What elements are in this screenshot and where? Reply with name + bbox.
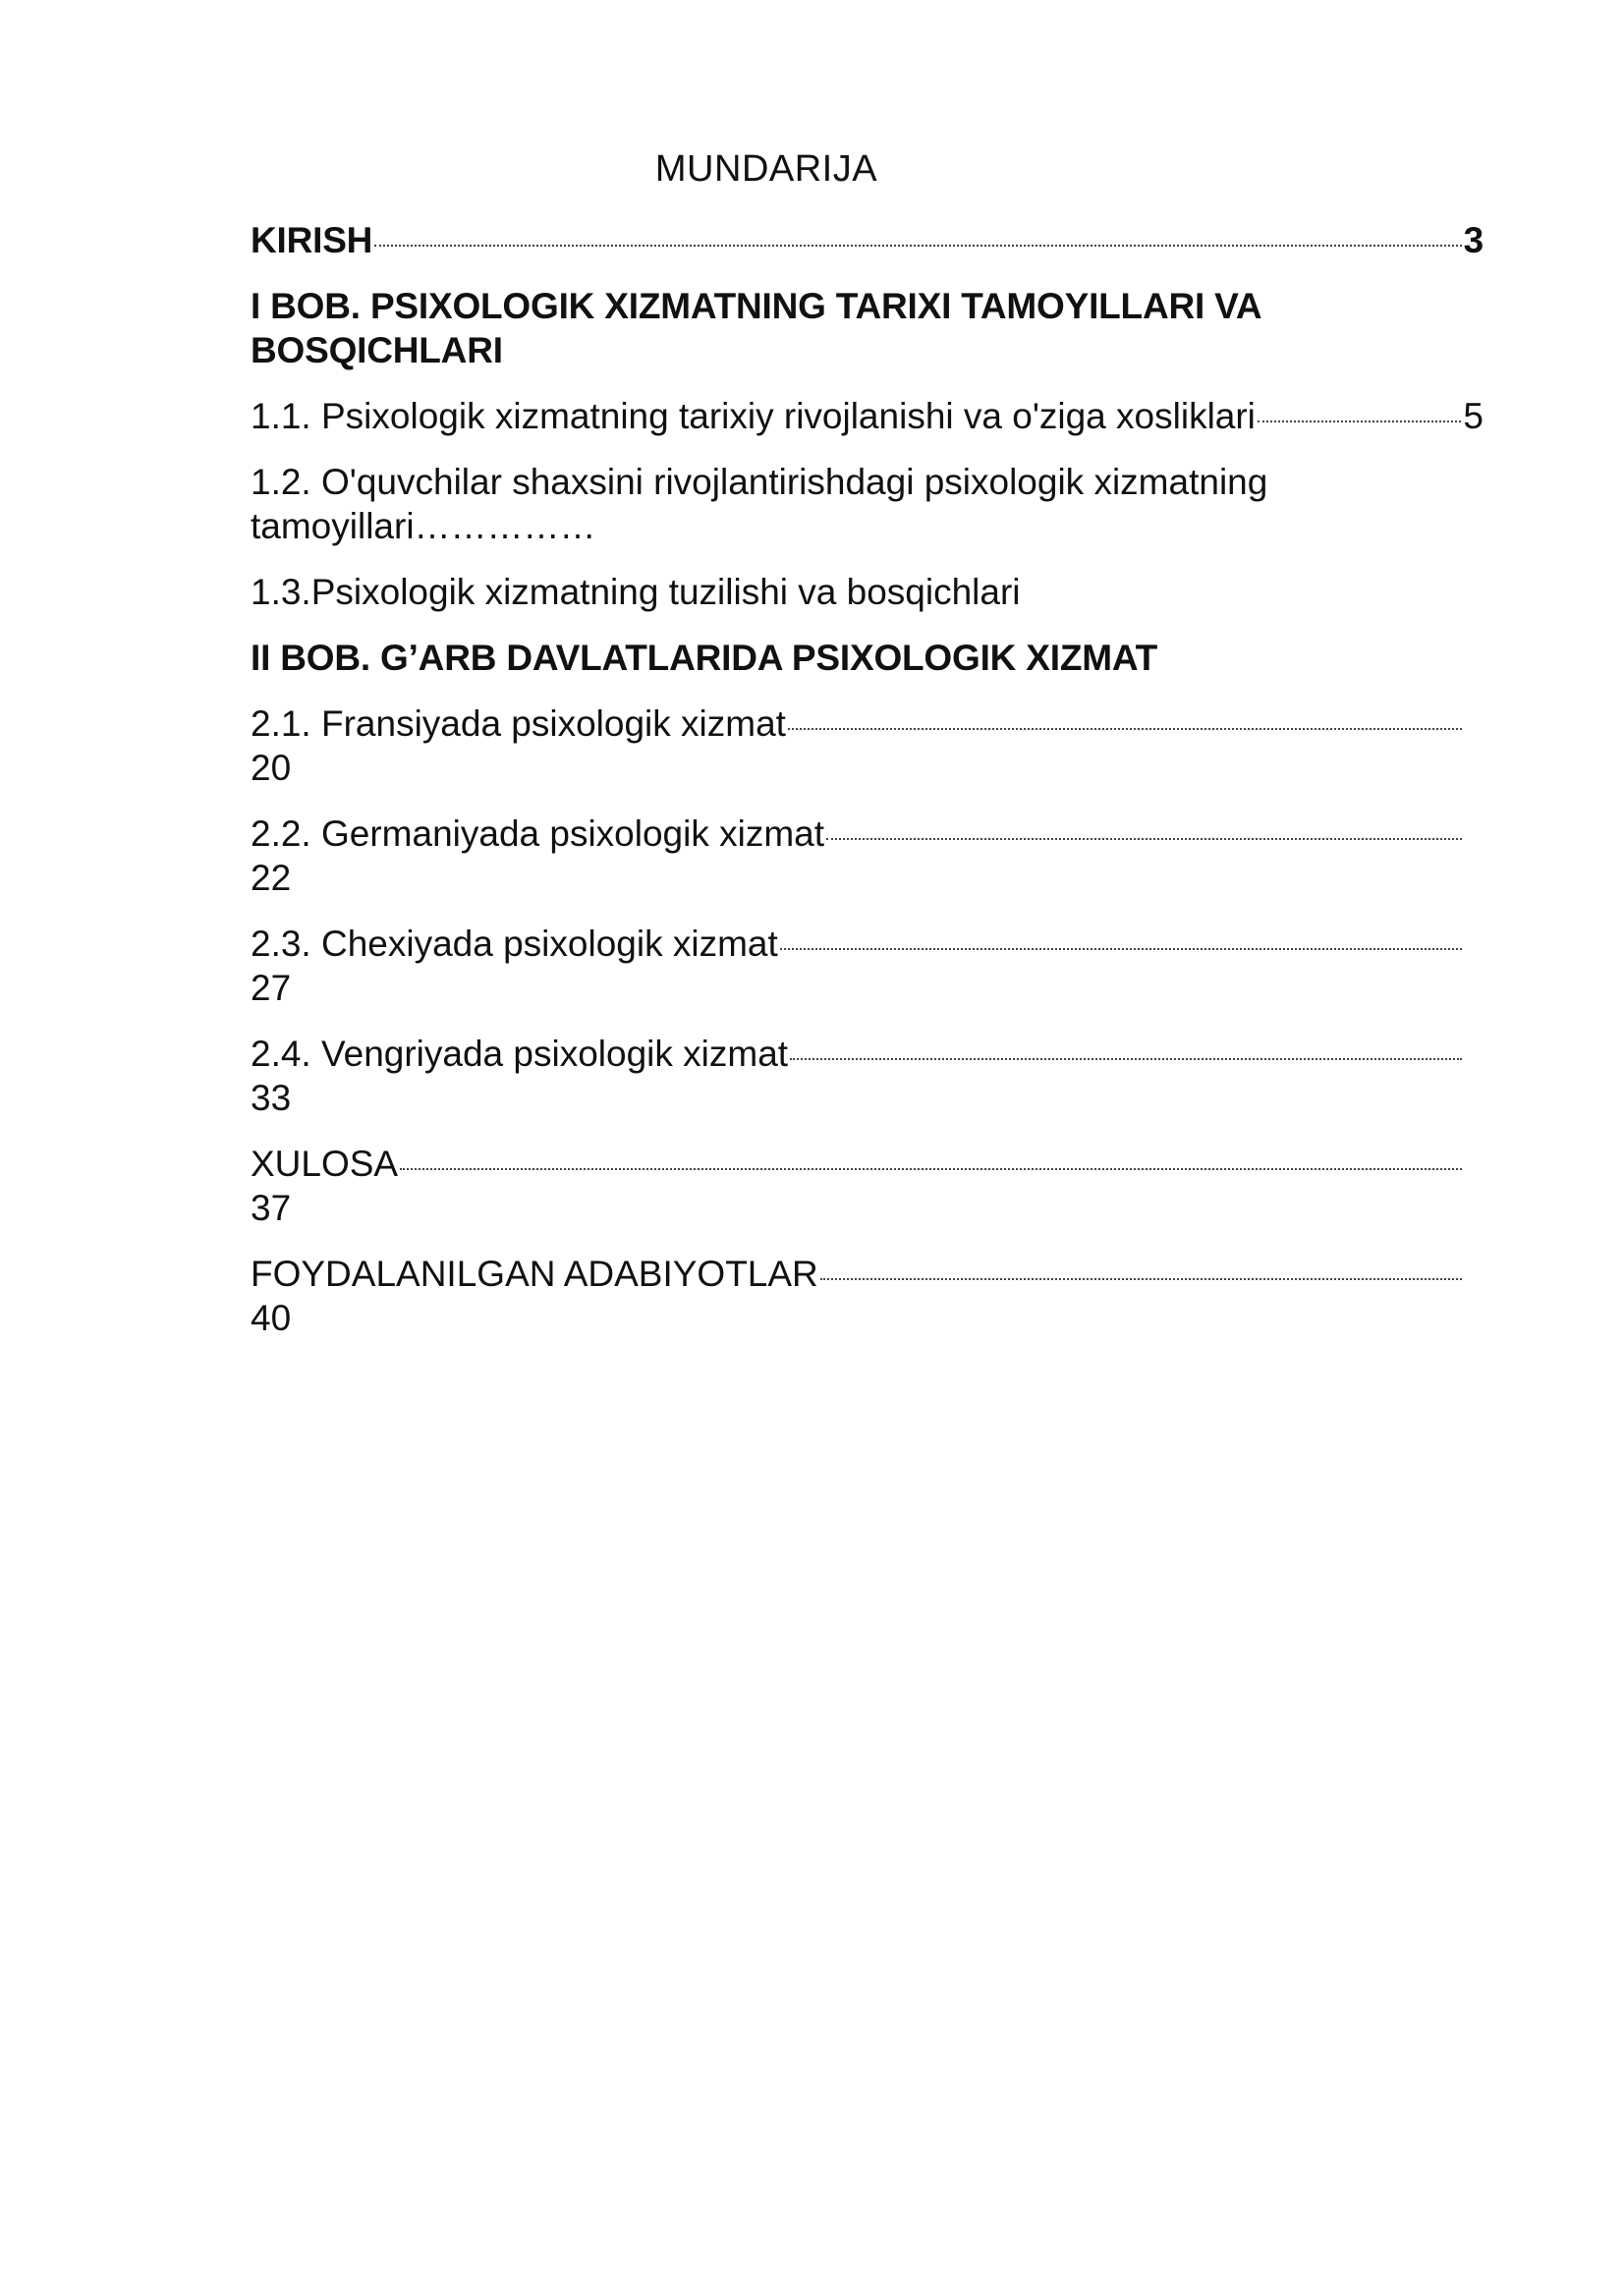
- toc-entry-2-3: [251, 922, 1484, 1010]
- toc-entry-title: 1.2. O'quvchilar shaxsini rivojlantirishdagi psixologik xizmatning tamoyillari……………: [251, 462, 1268, 546]
- toc-entry-title: 1.3.Psixologik xizmatning tuzilishi va bosqichlari: [251, 572, 1021, 612]
- toc-entry-page: 22: [251, 858, 292, 898]
- toc-entry-2-2: [251, 812, 1484, 900]
- toc-entry-title: 2.2. Germaniyada psixologik xizmat: [251, 813, 825, 854]
- toc-entry-title: I BOB. PSIXOLOGIK XIZMATNING TARIXI TAMOYILLARI VA BOSQICHLARI: [251, 286, 1261, 370]
- toc-entry-page: 33: [251, 1078, 292, 1118]
- toc-entry-title: XULOSA: [251, 1144, 399, 1184]
- table-of-contents: [251, 218, 1484, 1340]
- toc-entry-title: 1.1. Psixologik xizmatning tarixiy rivojlanishi va o'ziga xosliklari: [251, 396, 1256, 436]
- toc-entry-1-2: [251, 460, 1351, 548]
- dot-leader: [780, 948, 1462, 950]
- toc-entry-title: 2.4. Vengriyada psixologik xizmat: [251, 1034, 789, 1074]
- toc-entry-title: FOYDALANILGAN ADABIYOTLAR: [251, 1254, 818, 1294]
- toc-entry-page: 5: [1463, 396, 1484, 436]
- toc-entry-page: 20: [251, 748, 292, 788]
- toc-entry-xulosa: [251, 1142, 1484, 1230]
- toc-entry-kirish: [251, 218, 1484, 262]
- toc-entry-page: 37: [251, 1188, 292, 1228]
- toc-entry-page: 3: [1463, 220, 1484, 260]
- dot-leader: [826, 838, 1462, 840]
- toc-entry-title: KIRISH: [251, 220, 373, 260]
- dot-leader: [820, 1278, 1462, 1280]
- toc-entry-1-3: [251, 570, 1484, 614]
- toc-entry-chapter-2: [251, 636, 1484, 680]
- toc-entry-page: 27: [251, 968, 292, 1008]
- toc-heading: MUNDARIJA: [654, 148, 878, 190]
- toc-entry-2-4: [251, 1032, 1484, 1120]
- dot-leader: [374, 245, 1461, 247]
- toc-entry-1-1: [251, 394, 1484, 438]
- toc-entry-title: II BOB. G’ARB DAVLATLARIDA PSIXOLOGIK XIZMAT: [251, 638, 1158, 678]
- toc-entry-title: 2.1. Fransiyada psixologik xizmat: [251, 703, 786, 744]
- dot-leader: [1258, 420, 1462, 422]
- toc-entry-title: 2.3. Chexiyada psixologik xizmat: [251, 924, 778, 964]
- toc-entry-page: 40: [251, 1298, 292, 1338]
- toc-entry-references: [251, 1252, 1484, 1340]
- dot-leader: [788, 728, 1462, 730]
- toc-entry-chapter-1: [251, 284, 1292, 372]
- toc-entry-2-1: [251, 701, 1484, 790]
- dot-leader: [790, 1058, 1462, 1060]
- dot-leader: [400, 1168, 1462, 1170]
